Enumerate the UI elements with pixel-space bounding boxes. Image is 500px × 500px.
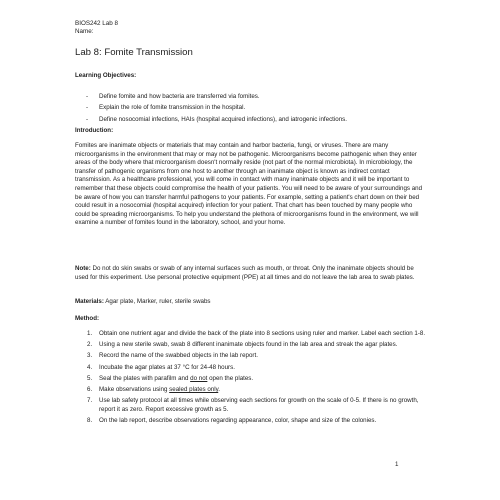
- list-item: - Define nosocomial infections, HAIs (hospital acquired infections), and iatrogenic infections.: [86, 115, 347, 123]
- materials-label: Materials:: [75, 298, 104, 305]
- name-label: Name:: [75, 28, 94, 36]
- list-item: 7. Use lab safety protocol at all times while observing each sections for growth on the scale of 0-5. If there is no growth, report it as zero. Report excessive growth as 5.: [87, 397, 419, 413]
- bullet-marker: -: [86, 93, 89, 100]
- method-heading: Method:: [75, 315, 100, 322]
- document-header: [75, 20, 118, 36]
- materials-paragraph: Materials: Agar plate, Marker, ruler, sterile swabs: [75, 298, 211, 305]
- objectives-list: [75, 93, 425, 127]
- list-item: 2. Using a new sterile swab, swab 8 different inanimate objects found in the lab area and streak the agar plates.: [87, 341, 398, 349]
- list-item: 8. On the lab report, describe observations regarding appearance, color, shape and size of the colonies.: [87, 416, 377, 424]
- page-number: 1: [395, 461, 399, 468]
- list-item: 6. Make observations using sealed plates only.: [87, 385, 220, 393]
- list-item: 4. Incubate the agar plates at 37 °C for 24-48 hours.: [87, 363, 235, 371]
- list-item: 3. Record the name of the swabbed objects in the lab report.: [87, 352, 258, 360]
- list-item: 5. Seal the plates with parafilm and do not open the plates.: [87, 374, 254, 382]
- note-label: Note:: [75, 265, 91, 272]
- introduction-paragraph: Fomites are inanimate objects or materials that may contain and harbor bacteria, fungi, or viruses. There are many microorganisms in the environment that may or may not be pathogenic. Microorganisms become pathogenic when they enter areas of the body where that microorganism doesn't normally reside (not part of the normal microbiota). In microbiology, the transfer of pathogenic organisms from one host to another through an inanimate object is known as indirect contact transmission. As a healthcare professional, you will come in contact with many inanimate objects and it will be important to remember that these objects could compromise the health of your patients. You will need to be aware of your surroundings and be aware of how you can transfer harmful pathogens to your patients. For example, setting a patient's chart down on their bed could result in a nosocomial (hospital acquired) infection for your patient. That chart has been touched by many people who could be spreading microorganisms. To help you understand the plethora of microorganisms found in the environment, we will examine a number of fomites found in the laboratory, school, and your home.: [75, 142, 423, 227]
- objectives-heading: Learning Objectives:: [75, 72, 137, 79]
- list-item: - Explain the role of fomite transmission in the hospital.: [86, 104, 246, 112]
- bullet-marker: -: [86, 115, 89, 123]
- course-label: BIOS242 Lab 8: [75, 20, 119, 27]
- method-list: [75, 330, 435, 428]
- note-paragraph: Note: Do not do skin swabs or swab of any internal surfaces such as mouth, or throat. Only the inanimate objects should be used for this experiment. Use personal protective equipment (PPE) at all times and do not leave the lab area to swab plates.: [75, 265, 415, 281]
- list-item: 1. Obtain one nutrient agar and divide the back of the plate into 8 sections using ruler and marker. Label each section 1-8.: [87, 330, 426, 337]
- list-item: - Define fomite and how bacteria are transferred via fomites.: [86, 93, 260, 100]
- introduction-heading: Introduction:: [75, 127, 114, 134]
- bullet-marker: -: [86, 104, 89, 112]
- page-title: Lab 8: Fomite Transmission: [75, 47, 193, 58]
